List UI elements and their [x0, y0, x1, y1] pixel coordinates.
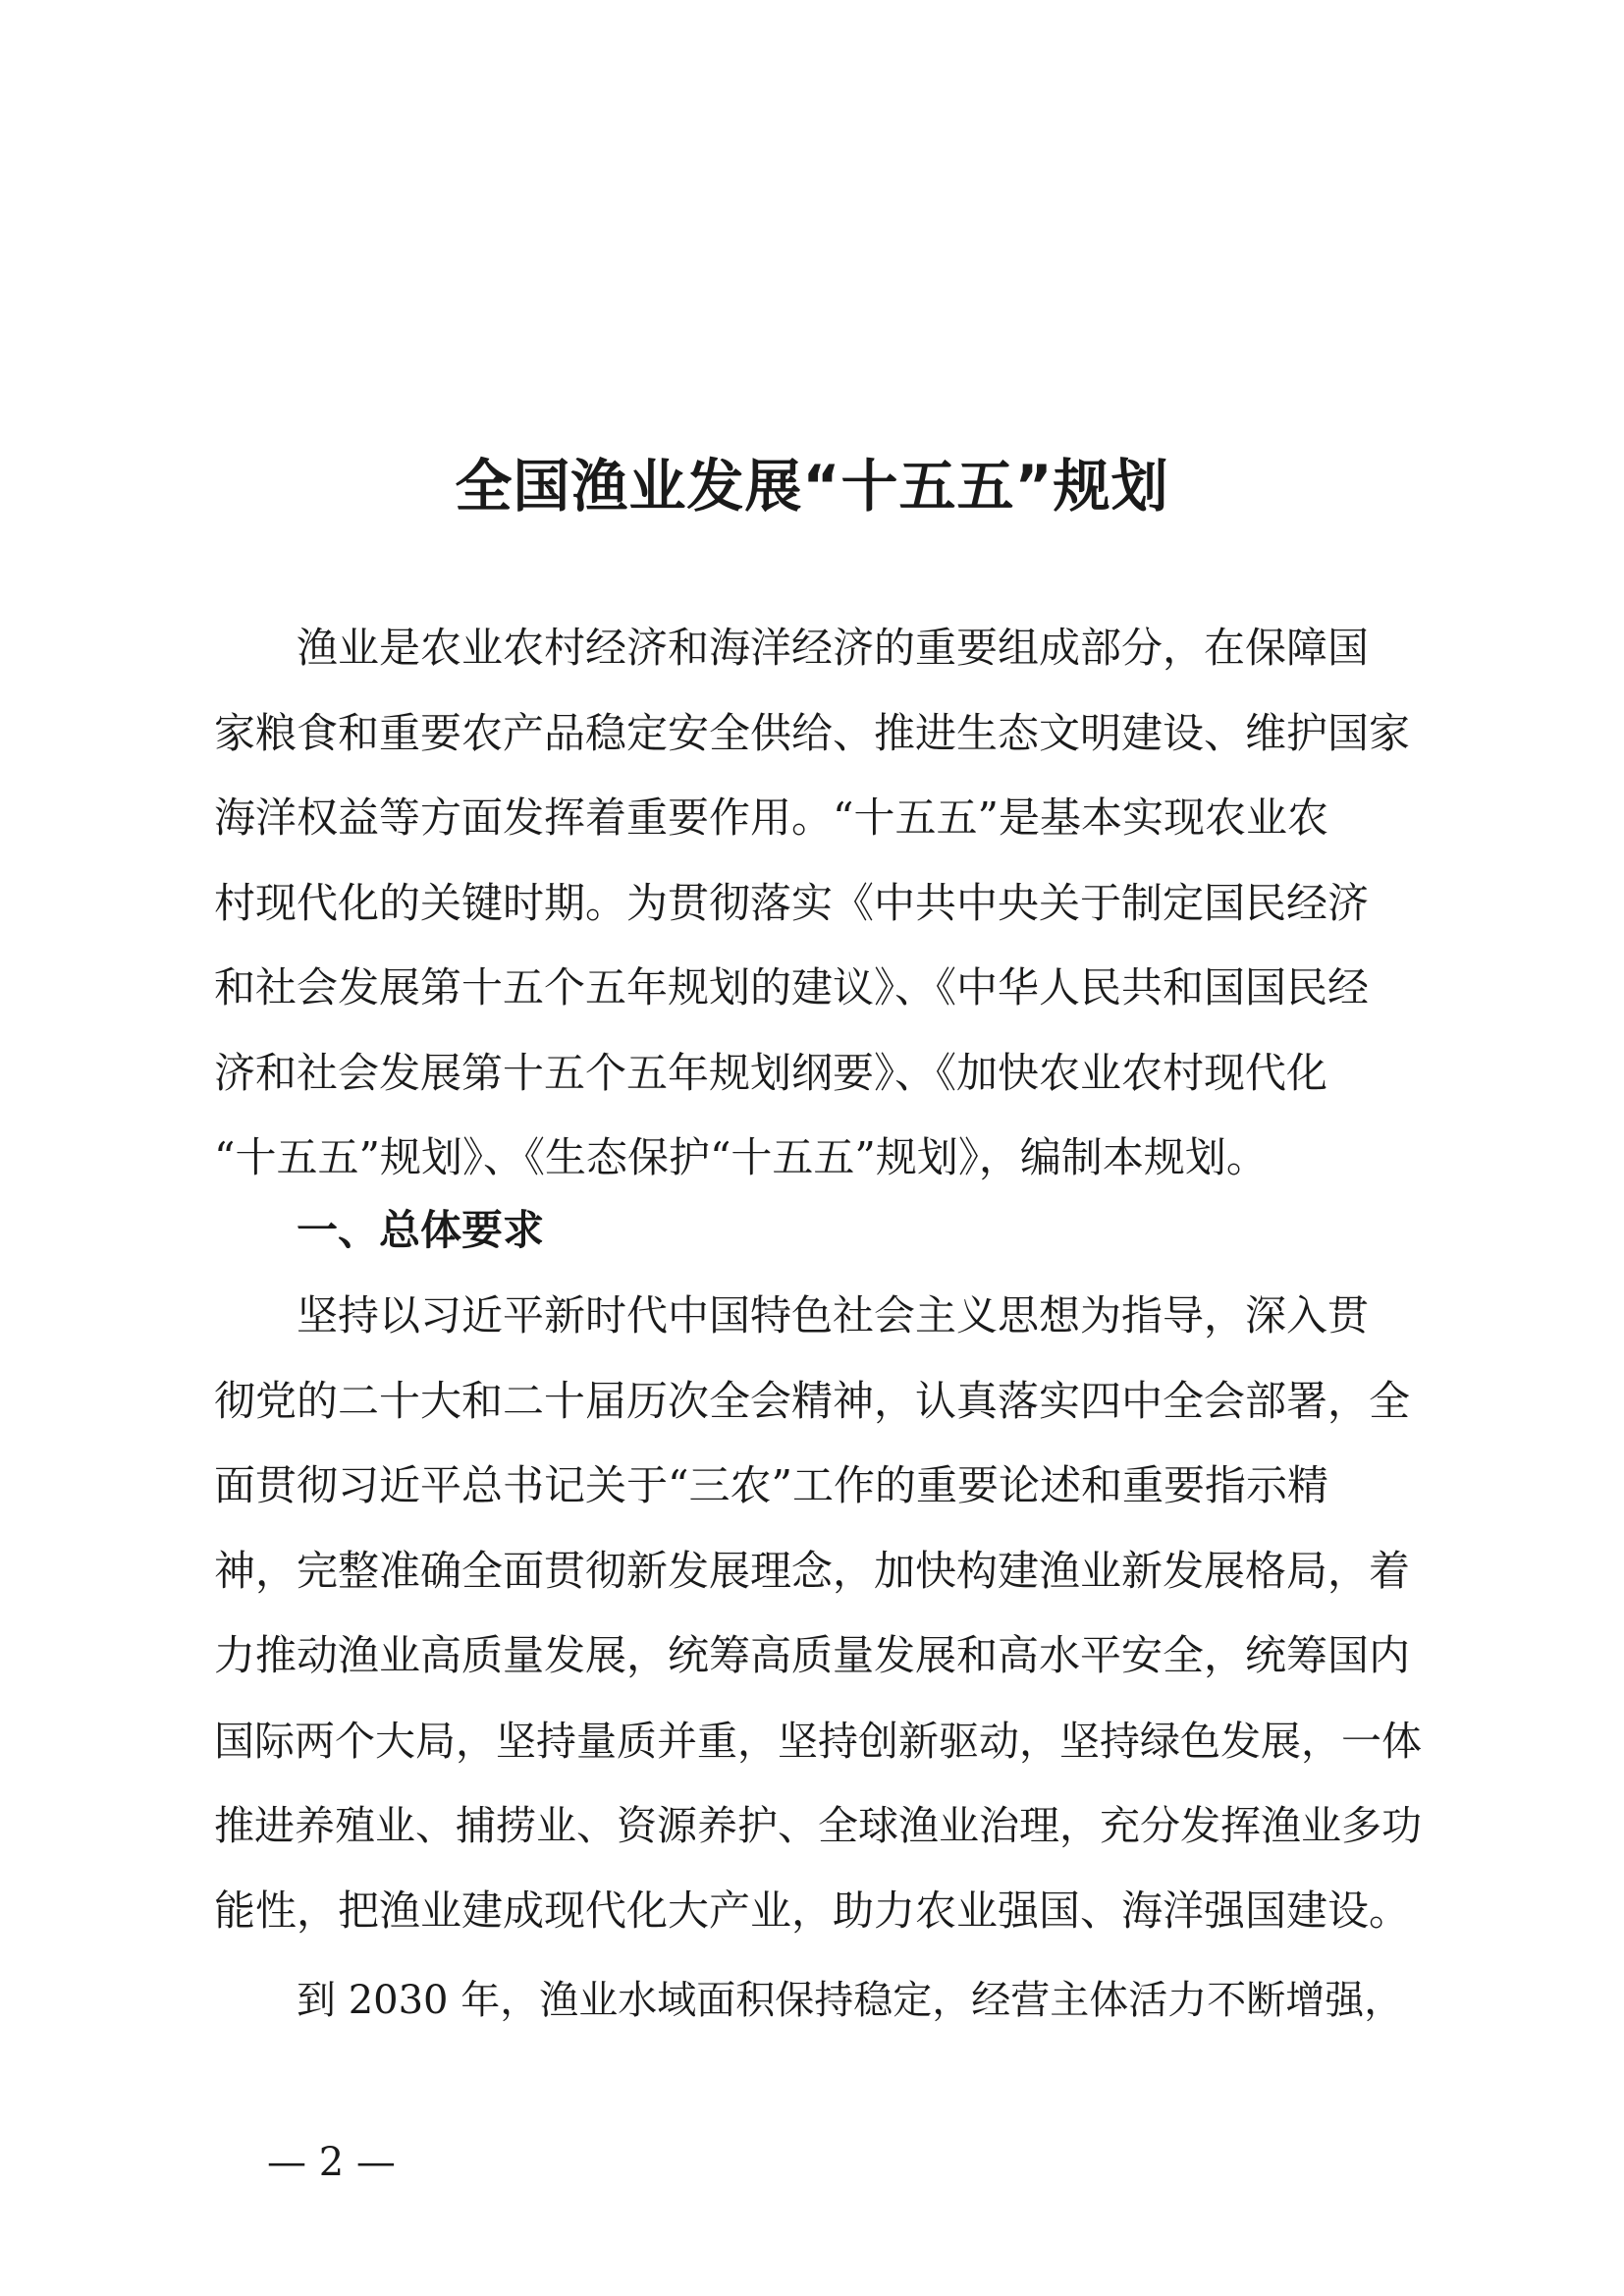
section-heading-1: 一、总体要求	[297, 1206, 545, 1254]
section-1-line-4: 神，完整准确全面贯彻新发展理念，加快构建渔业新发展格局，着	[214, 1546, 1411, 1595]
document-title: 全国渔业发展“十五五”规划	[455, 453, 1169, 519]
intro-line-7: “十五五”规划》、《生态保护“十五五”规划》，编制本规划。	[214, 1133, 1268, 1181]
intro-line-6: 济和社会发展第十五个五年规划纲要》、《加快农业农村现代化	[214, 1048, 1328, 1097]
intro-line-4: 村现代化的关键时期。为贯彻落实《中共中央关于制定国民经济	[214, 878, 1370, 927]
intro-line-5: 和社会发展第十五个五年规划的建议》、《中华人民共和国国民经	[214, 963, 1370, 1011]
section-1-line-5: 力推动渔业高质量发展，统筹高质量发展和高水平安全，统筹国内	[214, 1631, 1411, 1679]
page-number: — 2 —	[267, 2140, 396, 2185]
section-1-line-2: 彻党的二十大和二十届历次全会精神，认真落实四中全会部署，全	[214, 1376, 1411, 1425]
section-1-line-6: 国际两个大局，坚持量质并重，坚持创新驱动，坚持绿色发展，一体	[214, 1717, 1422, 1765]
intro-line-1: 渔业是农业农村经济和海洋经济的重要组成部分，在保障国	[297, 624, 1370, 672]
intro-line-3: 海洋权益等方面发挥着重要作用。“十五五”是基本实现农业农	[214, 793, 1328, 842]
section-1-line-8: 能性，把渔业建成现代化大产业，助力农业强国、海洋强国建设。	[214, 1886, 1411, 1935]
paragraph-2030-line-1: 到 2030 年，渔业水域面积保持稳定，经营主体活力不断增强，	[297, 1978, 1404, 2023]
section-1-line-7: 推进养殖业、捕捞业、资源养护、全球渔业治理，充分发挥渔业多功	[214, 1802, 1422, 1849]
section-1-line-3: 面贯彻习近平总书记关于“三农”工作的重要论述和重要指示精	[214, 1461, 1328, 1509]
section-1-line-1: 坚持以习近平新时代中国特色社会主义思想为指导，深入贯	[297, 1291, 1370, 1339]
intro-line-2: 家粮食和重要农产品稳定安全供给、推进生态文明建设、维护国家	[214, 708, 1411, 757]
